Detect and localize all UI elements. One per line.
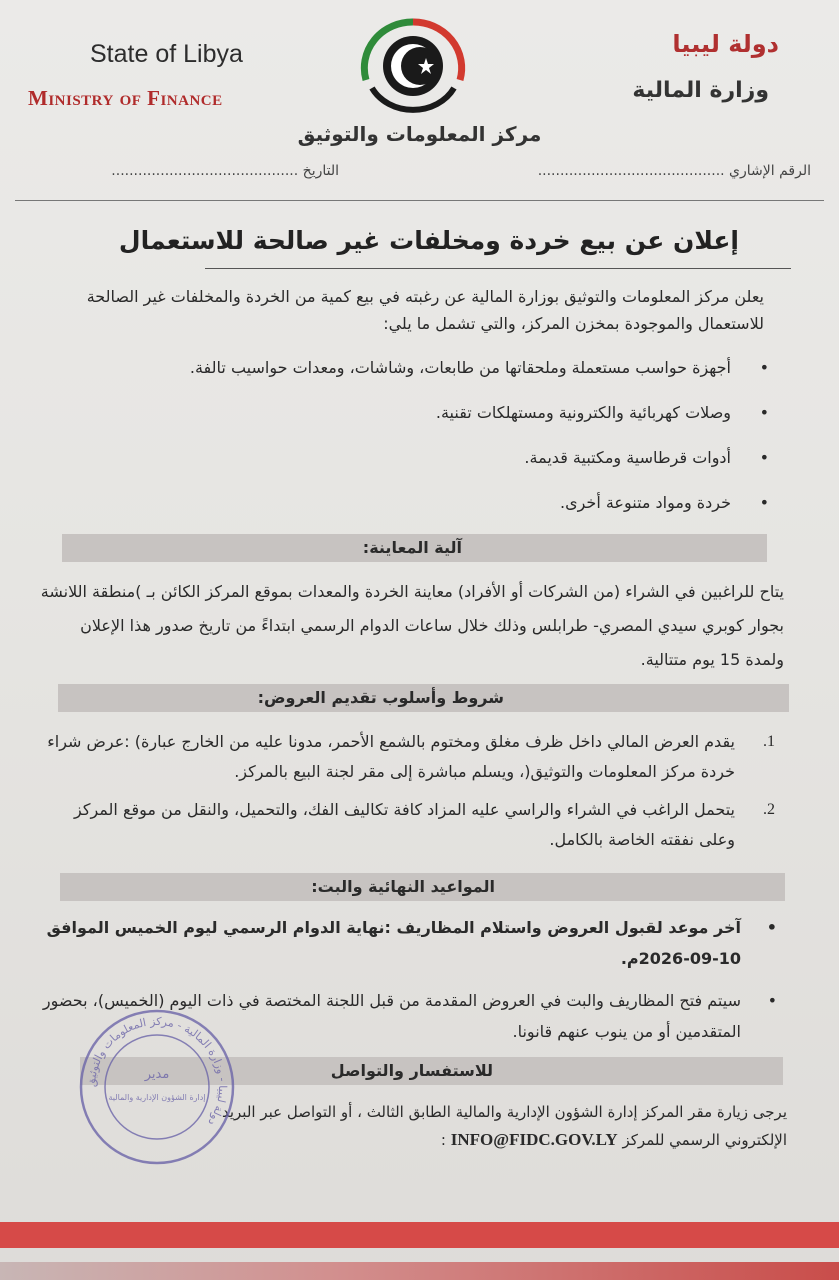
section-heading-label: شروط وأسلوب تقديم العروض: bbox=[257, 688, 504, 707]
section-heading-label: المواعيد النهائية والبت: bbox=[311, 877, 495, 896]
conditions-list bbox=[40, 795, 779, 855]
english-state-name: State of Libya bbox=[90, 40, 243, 68]
date-field: التاريخ .......................................... bbox=[111, 163, 339, 179]
reference-number-field: الرقم الإشاري .......................................... bbox=[537, 163, 811, 179]
list-item: • آخر موعد لقبول العروض واستلام المظاريف :نهاية الدوام الرسمي ليوم الخميس الموافق 10-09-2026م. bbox=[40, 912, 779, 974]
title-underline bbox=[205, 268, 791, 269]
items-list bbox=[80, 358, 769, 538]
official-stamp-icon bbox=[78, 1008, 236, 1166]
section-heading-inspection bbox=[62, 534, 767, 562]
list-item: • وصلات كهربائية والكترونية ومستهلكات تقنية. bbox=[80, 403, 769, 448]
intro-paragraph: يعلن مركز المعلومات والتوثيق بوزارة المالية عن رغبته في بيع كمية من الخردة والمخلفات غير الصالحة للاستعمال والموجودة بمخزن المركز، والتي تشمل ما يلي: bbox=[86, 287, 764, 333]
arabic-center-name: مركز المعلومات والتوثيق bbox=[297, 122, 542, 146]
list-item bbox=[40, 727, 779, 787]
arabic-state-name: دولة ليبيا bbox=[672, 30, 779, 58]
section-heading-label: آلية المعاينة: bbox=[362, 538, 462, 557]
item-text: يقدم العرض المالي داخل ظرف مغلق ومختوم بالشمع الأحمر، مدونا عليه من الخارج عبارة) :عرض شراء خردة مركز المعلومات والتوثيق(، ويسلم مباشرة إلى مقر لجنة البيع بالمركز. bbox=[47, 732, 735, 781]
contact-suffix: : bbox=[440, 1131, 446, 1149]
footer-band bbox=[0, 1222, 839, 1248]
list-item: • سيتم فتح المظاريف والبت في العروض المقدمة من قبل اللجنة المختصة في ذات اليوم (الخميس)، بحضور المتقدمين أو من ينوب عنهم قانونا. bbox=[40, 985, 779, 1047]
conditions-list bbox=[40, 727, 779, 787]
list-item bbox=[40, 795, 779, 855]
footer-band-lower bbox=[0, 1262, 839, 1280]
libya-crescent-emblem-icon bbox=[358, 18, 468, 114]
section-heading-label: للاستفسار والتواصل bbox=[330, 1061, 493, 1080]
contact-email: INFO@FIDC.GOV.LY bbox=[450, 1130, 618, 1149]
contact-line: يرجى زيارة مقر المركز إدارة الشؤون الإدارية والمالية الطابق الثالث ، أو التواصل عبر البريد bbox=[221, 1103, 787, 1121]
deadlines-list bbox=[40, 912, 779, 974]
list-item: • خردة ومواد متنوعة أخرى. bbox=[80, 493, 769, 538]
stamp-title: مدير bbox=[144, 1067, 170, 1082]
stamp-outer-text: دولة ليبيا - وزارة المالية - مركز المعلومات والتوثيق bbox=[84, 1014, 230, 1129]
arabic-ministry-name: وزارة المالية bbox=[632, 78, 769, 103]
section-heading-conditions bbox=[58, 684, 789, 712]
item-text: يتحمل الراغب في الشراء والراسي عليه المزاد كافة تكاليف الفك، والتحميل، والنقل من موقع المركز وعلى نفقته الخاصة بالكامل. bbox=[74, 800, 735, 849]
header-divider bbox=[15, 200, 824, 201]
inspection-paragraph: يتاح للراغبين في الشراء (من الشركات أو الأفراد) معاينة الخردة والمعدات بموقع المركز الكائن بـ )منطقة اللانشة بجوار كوبري سيدي المصري- طرابلس وذلك خلال ساعات الدوام الرسمي ابتداءً من تاريخ صدور هذا الإعلان ولمدة 15 يوم متتالية. bbox=[40, 582, 784, 669]
item-number: 1. bbox=[763, 733, 775, 750]
item-number: 2. bbox=[763, 801, 775, 818]
list-item: • أجهزة حواسب مستعملة وملحقاتها من طابعات، وشاشات، ومعدات حواسيب تالفة. bbox=[80, 358, 769, 403]
section-heading-deadlines bbox=[60, 873, 785, 901]
list-item: • أدوات قرطاسية ومكتبية قديمة. bbox=[80, 448, 769, 493]
stamp-inner-text: إدارة الشؤون الإدارية والمالية bbox=[108, 1093, 206, 1102]
contact-line-label: الإلكتروني الرسمي للمركز bbox=[622, 1131, 787, 1149]
announcement-title: إعلان عن بيع خردة ومخلفات غير صالحة للاستعمال bbox=[118, 226, 739, 255]
english-ministry-name: Ministry of Finance bbox=[28, 86, 223, 110]
